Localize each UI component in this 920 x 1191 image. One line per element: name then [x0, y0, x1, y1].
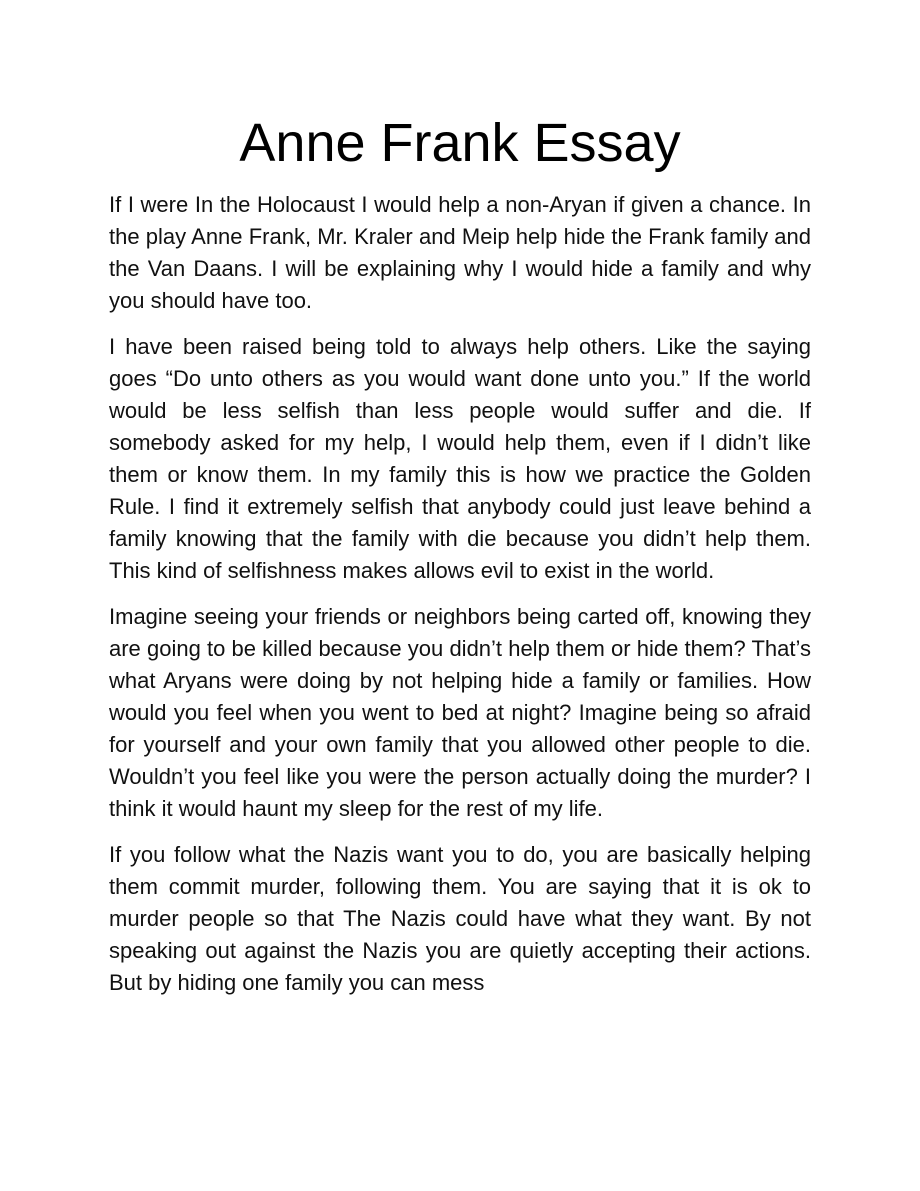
- paragraph-1: If I were In the Holocaust I would help a non-Aryan if given a chance. In the play Anne Frank, Mr. Kraler and Meip help hide the Frank family and the Van Daans. I will be explaining why I would hide a family and why you should have too.: [109, 192, 811, 313]
- page-title: Anne Frank Essay: [239, 113, 681, 173]
- paragraph-3: Imagine seeing your friends or neighbors being carted off, knowing they are going to be killed because you didn’t help them or hide them? That’s what Aryans were doing by not helping hide a family or families. How would you feel when you went to bed at night? Imagine being so afraid for yourself and your own family that you allowed other people to die. Wouldn’t you feel like you were the person actually doing the murder? I think it would haunt my sleep for the rest of my life.: [109, 604, 811, 821]
- paragraph-2: I have been raised being told to always help others. Like the saying goes “Do unto others as you would want done unto you.” If the world would be less selfish than less people would suffer and die. If somebody asked for my help, I would help them, even if I didn’t like them or know them. In my family this is how we practice the Golden Rule. I find it extremely selfish that anybody could just leave behind a family knowing that the family with die because you didn’t help them. This kind of selfishness makes allows evil to exist in the world.: [109, 334, 811, 583]
- paragraph-4: If you follow what the Nazis want you to do, you are basically helping them commit murder, following them. You are saying that it is ok to murder people so that The Nazis could have what they want. By not speaking out against the Nazis you are quietly accepting their actions. But by hiding one family you can mess: [109, 842, 811, 995]
